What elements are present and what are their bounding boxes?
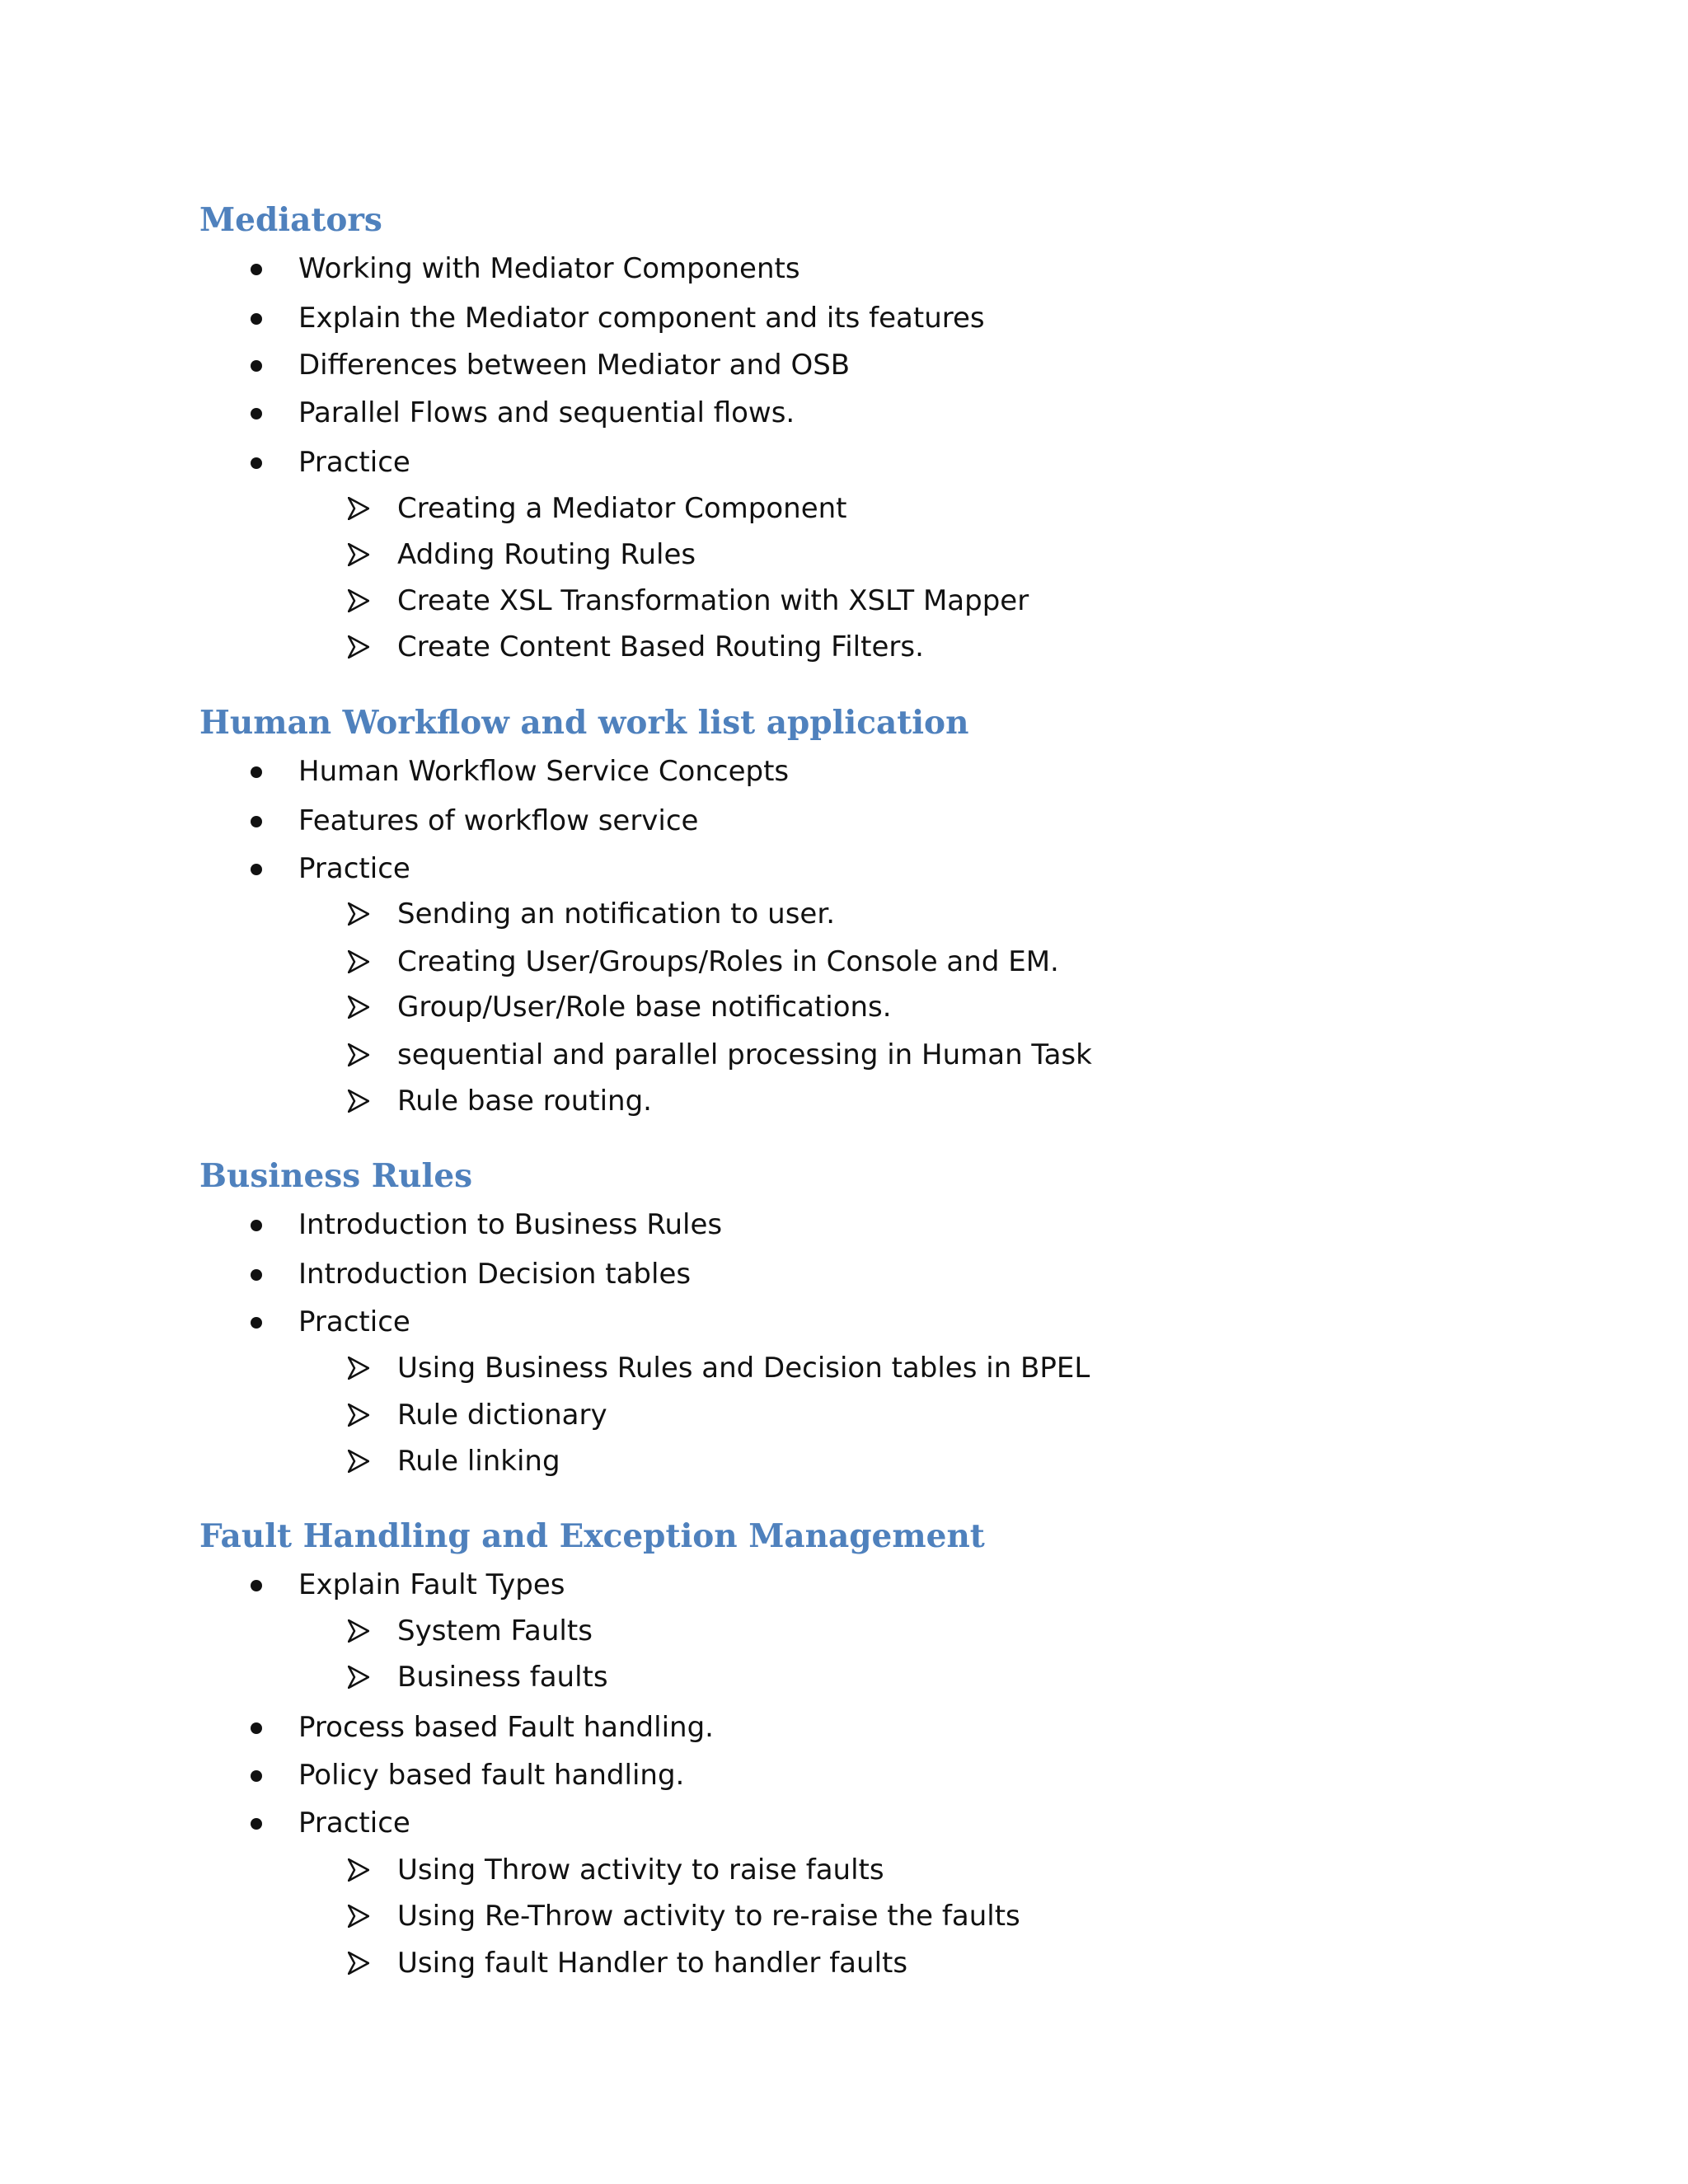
bullet-icon [251,457,262,469]
list-item: Practice [298,446,410,479]
section-heading: Mediators [199,201,382,239]
arrow-bullet-icon [348,543,369,566]
bullet-icon [251,864,262,875]
arrow-bullet-icon [348,1619,369,1643]
arrow-bullet-icon [348,1404,369,1427]
list-item: Create XSL Transformation with XSLT Mapper [397,584,1029,617]
bullet-icon [251,1317,262,1329]
list-item: Using fault Handler to handler faults [397,1947,908,1980]
arrow-bullet-icon [348,1905,369,1928]
arrow-bullet-icon [348,1450,369,1473]
bullet-icon [251,766,262,778]
arrow-bullet-icon [348,1858,369,1882]
list-item: System Faults [397,1615,593,1647]
bullet-icon [251,1770,262,1782]
arrow-bullet-icon [348,1357,369,1380]
list-item: Business faults [397,1661,608,1694]
list-item: Rule base routing. [397,1085,652,1118]
list-item: Practice [298,1305,410,1338]
list-item: Using Re-Throw activity to re-raise the faults [397,1900,1020,1933]
list-item: Explain the Mediator component and its features [298,302,985,335]
list-item: Create Content Based Routing Filters. [397,630,924,663]
arrow-bullet-icon [348,996,369,1019]
list-item: Creating a Mediator Component [397,492,847,525]
section-heading: Human Workflow and work list application [199,704,969,742]
list-item: sequential and parallel processing in Human Task [397,1038,1092,1071]
list-item: Explain Fault Types [298,1568,565,1601]
list-item: Introduction to Business Rules [298,1208,723,1241]
bullet-icon [251,1269,262,1281]
bullet-icon [251,816,262,827]
arrow-bullet-icon [348,1043,369,1066]
list-item: Parallel Flows and sequential flows. [298,396,795,429]
list-item: Sending an notification to user. [397,898,836,930]
list-item: Policy based fault handling. [298,1759,685,1792]
list-item: Features of workflow service [298,804,699,837]
list-item: Rule dictionary [397,1399,607,1432]
section-heading: Fault Handling and Exception Management [199,1517,985,1555]
arrow-bullet-icon [348,902,369,926]
bullet-icon [251,408,262,419]
arrow-bullet-icon [348,1666,369,1689]
bullet-icon [251,360,262,372]
bullet-icon [251,1220,262,1231]
section-heading: Business Rules [199,1157,473,1195]
arrow-bullet-icon [348,589,369,612]
arrow-bullet-icon [348,950,369,973]
bullet-icon [251,1722,262,1734]
bullet-icon [251,1818,262,1830]
list-item: Using Throw activity to raise faults [397,1854,884,1886]
bullet-icon [251,313,262,325]
arrow-bullet-icon [348,635,369,658]
list-item: Differences between Mediator and OSB [298,349,851,382]
bullet-icon [251,264,262,275]
list-item: Practice [298,852,410,885]
arrow-bullet-icon [348,497,369,520]
list-item: Group/User/Role base notifications. [397,991,892,1024]
list-item: Process based Fault handling. [298,1711,714,1744]
list-item: Using Business Rules and Decision tables in BPEL [397,1352,1090,1385]
list-item: Human Workflow Service Concepts [298,755,790,788]
list-item: Adding Routing Rules [397,538,696,571]
list-item: Practice [298,1807,410,1840]
list-item: Creating User/Groups/Roles in Console and EM. [397,945,1059,978]
arrow-bullet-icon [348,1952,369,1975]
list-item: Introduction Decision tables [298,1258,692,1291]
arrow-bullet-icon [348,1090,369,1113]
list-item: Working with Mediator Components [298,252,800,285]
bullet-icon [251,1580,262,1591]
list-item: Rule linking [397,1445,560,1478]
